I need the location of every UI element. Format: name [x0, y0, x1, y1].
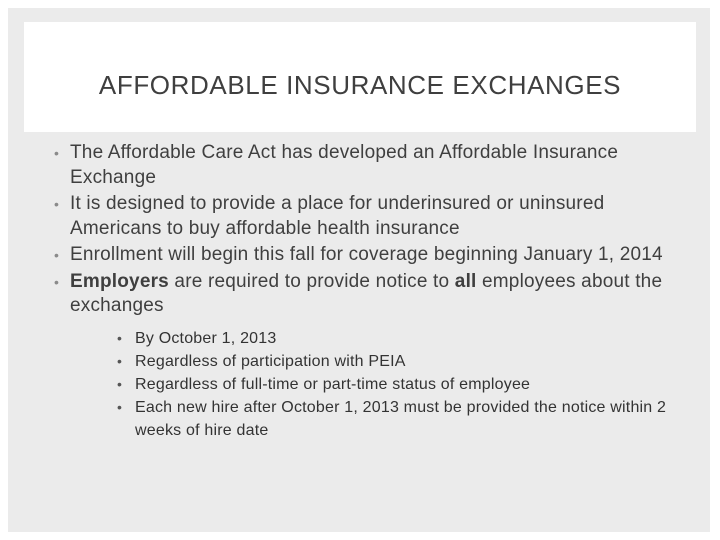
bullet-icon: • [54, 196, 60, 212]
bullet-text: Enrollment will begin this fall for coverage beginning January 1, 2014 [70, 244, 663, 265]
title-box [24, 22, 696, 132]
bullet-icon: • [117, 398, 123, 415]
sub-bullet-text: Regardless of participation with PEIA [135, 352, 406, 370]
bullet-text: It is designed to provide a place for underinsured or uninsured Americans to buy affordable health insurance [70, 193, 605, 239]
bullet-text [70, 271, 662, 317]
slide-content [28, 141, 700, 444]
sub-list-item [70, 327, 700, 350]
list-item [28, 270, 700, 442]
list-item [28, 243, 700, 268]
text-segment: are required to provide notice to [168, 270, 455, 292]
sub-list-item [70, 396, 700, 442]
bullet-icon: • [54, 247, 60, 263]
list-item [28, 141, 700, 190]
bullet-icon: • [117, 375, 123, 392]
bold-all: all [454, 270, 477, 292]
bullet-text: The Affordable Care Act has developed an Affordable Insurance Exchange [70, 142, 619, 188]
slide [8, 8, 710, 532]
slide-title: AFFORDABLE INSURANCE EXCHANGES [98, 70, 622, 100]
bullet-icon: • [54, 145, 60, 161]
bullet-icon: • [117, 352, 123, 369]
text-segment: employees about the exchanges [70, 270, 663, 316]
list-item [28, 192, 700, 241]
bullet-icon: • [54, 273, 60, 290]
bullet-icon: • [117, 329, 123, 346]
sub-list-item [70, 373, 700, 396]
bold-employers: Employers [70, 270, 169, 292]
sub-bullet-text: Regardless of full-time or part-time status of employee [135, 375, 531, 393]
sub-bullet-text: By October 1, 2013 [135, 329, 277, 347]
sub-list-item [70, 350, 700, 373]
sub-bullet-list [70, 327, 700, 442]
main-bullet-list [28, 141, 700, 442]
sub-bullet-text: Each new hire after October 1, 2013 must be provided the notice within 2 weeks of hire date [135, 398, 667, 439]
